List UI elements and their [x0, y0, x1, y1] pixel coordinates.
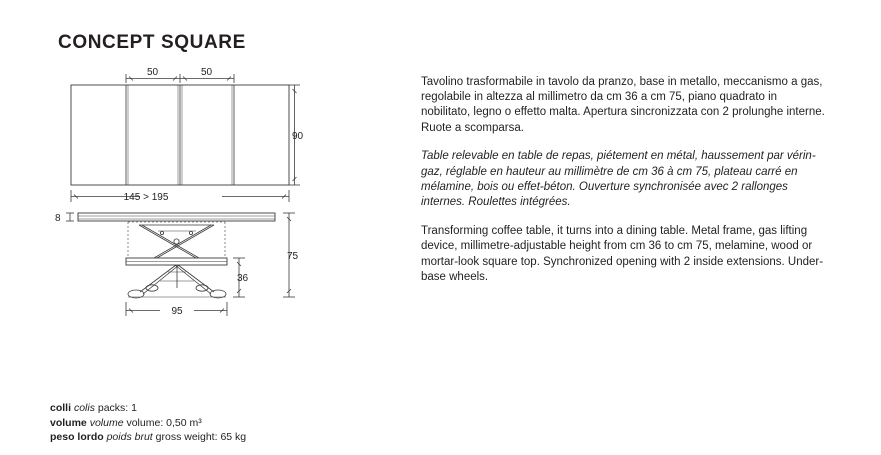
top-width-dimension — [71, 190, 289, 202]
dim-label-width: 145 > 195 — [123, 192, 169, 203]
description-french: Table relevable en table de repas, piétement en métal, haussement par vérin-gaz, réglable en hauteur au millimètre de cm 36 à cm 75, plateau carré en mélamine, bois ou effet-béton. Ouverture synchronisée avec 2 rallonges internes. Roulettes intégrées. — [421, 150, 816, 209]
volume-value: 0,50 m³ — [166, 416, 202, 429]
volume-row — [50, 416, 246, 431]
side-view-lower-bar — [126, 258, 227, 265]
weight-label-en: gross weight: — [155, 431, 218, 443]
weight-value: 65 kg — [220, 431, 247, 443]
volume-label-it: volume — [50, 416, 87, 429]
volume-label-en: volume: — [126, 416, 164, 429]
dim-label-low-height: 36 — [237, 273, 249, 284]
packs-row — [50, 401, 246, 416]
volume-label-fr: volume — [89, 416, 124, 429]
packs-label-fr: colis — [73, 402, 95, 414]
top-view-plate — [71, 85, 289, 185]
weight-row — [50, 430, 246, 445]
page-title: CONCEPT SQUARE — [58, 32, 246, 53]
description-italian: Tavolino trasformabile in tavolo da pranzo, base in metallo, meccanismo a gas, regolabile in altezza al millimetro da cm 36 a cm 75, piano quadrato in nobilitato, legno o effetto malta. Apertura sincronizzata con 2 prolunghe interne. Ruote a scomparsa. — [421, 75, 825, 134]
packaging-info — [50, 401, 246, 445]
packs-value: 1 — [131, 402, 137, 414]
dim-label-top-right: 50 — [201, 67, 213, 78]
dim-label-base-width: 95 — [171, 306, 183, 317]
packs-label-it: colli — [50, 402, 72, 414]
side-view-top-plate — [78, 213, 275, 221]
description-column — [421, 63, 827, 298]
plate-thickness-dimension — [66, 213, 74, 221]
dim-label-top-left: 50 — [147, 67, 159, 78]
dim-label-thickness: 8 — [55, 213, 61, 224]
dim-label-total-height: 75 — [287, 251, 299, 262]
scissor-mechanism — [139, 225, 214, 258]
top-dimension-50-50 — [126, 74, 234, 83]
technical-drawing — [0, 0, 420, 455]
weight-label-it: peso lordo — [50, 431, 104, 443]
base-legs — [128, 265, 226, 298]
packs-label-en: packs: — [97, 402, 129, 414]
description-english: Transforming coffee table, it turns into a dining table. Metal frame, gas lifting device, millimetre-adjustable height from cm 36 to cm 75, melamine, wood or mortar-look square top. Synchronized opening with 2 inside extensions. Under-base wheels. — [421, 224, 824, 283]
dim-label-depth: 90 — [292, 131, 304, 142]
weight-label-fr: poids brut — [106, 431, 153, 443]
